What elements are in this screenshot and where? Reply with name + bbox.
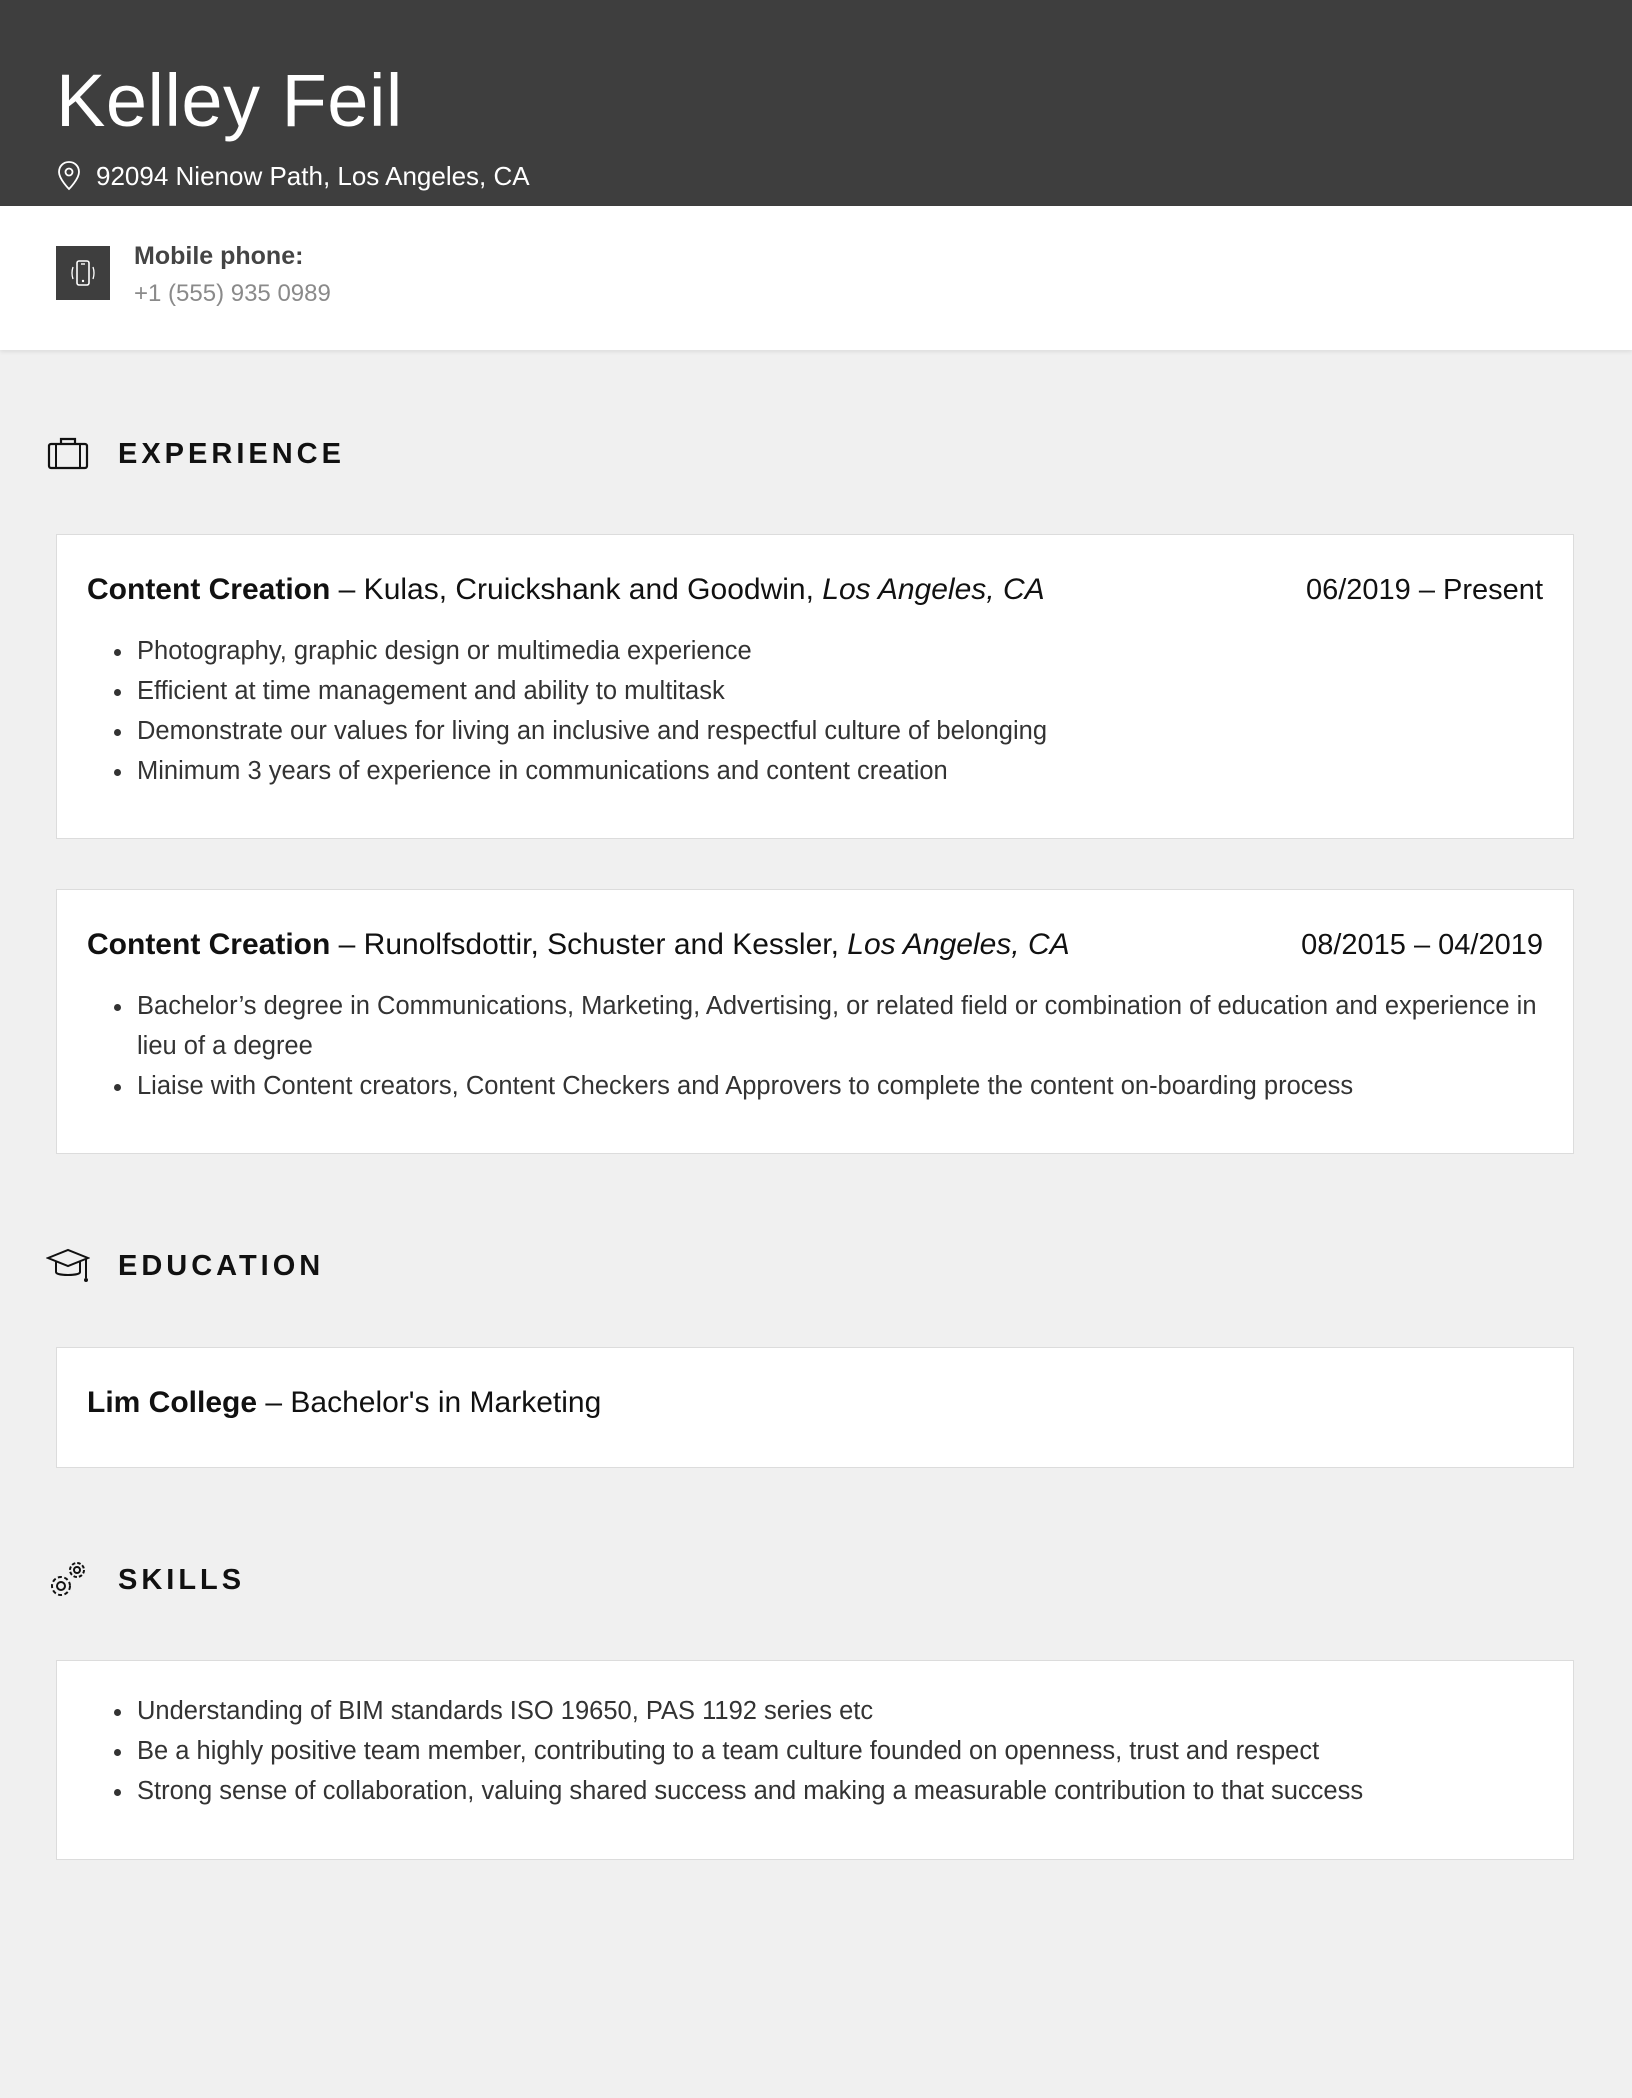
list-item: • Understanding of BIM standards ISO 19650, PAS 1192 series etc bbox=[135, 1691, 1543, 1731]
location-pin-icon bbox=[56, 160, 82, 192]
list-item: • Photography, graphic design or multimedia experience bbox=[135, 631, 1543, 671]
phone-label: Mobile phone: bbox=[134, 242, 304, 270]
graduation-cap-icon bbox=[46, 1244, 90, 1288]
education-heading bbox=[46, 1244, 324, 1288]
job-dates: 06/2019 – Present bbox=[1305, 574, 1543, 606]
address-text: 92094 Nienow Path, Los Angeles, CA bbox=[96, 160, 530, 191]
briefcase-icon bbox=[46, 432, 90, 476]
resume-header bbox=[0, 0, 1632, 206]
job-location: Los Angeles, CA bbox=[847, 928, 1070, 961]
experience-card bbox=[56, 534, 1574, 839]
company-name: – Runolfsdottir, Schuster and Kessler, bbox=[330, 928, 848, 961]
list-item: • Be a highly positive team member, contributing to a team culture founded on openness, trust and respect bbox=[135, 1731, 1543, 1771]
skills-heading bbox=[46, 1558, 245, 1602]
skills-card bbox=[56, 1660, 1574, 1860]
job-duties bbox=[87, 986, 1543, 1106]
gears-icon bbox=[46, 1558, 90, 1602]
list-item: • Strong sense of collaboration, valuing shared success and making a measurable contribution to that success bbox=[135, 1771, 1543, 1811]
skills-list bbox=[87, 1691, 1543, 1811]
company-name: – Kulas, Cruickshank and Goodwin, bbox=[330, 573, 823, 606]
job-location: Los Angeles, CA bbox=[822, 573, 1045, 606]
education-card bbox=[56, 1347, 1574, 1468]
job-title: Content Creation bbox=[87, 928, 331, 961]
list-item: • Efficient at time management and ability to multitask bbox=[135, 671, 1543, 711]
list-item: • Demonstrate our values for living an inclusive and respectful culture of belonging bbox=[135, 711, 1543, 751]
job-dates: 08/2015 – 04/2019 bbox=[1301, 929, 1543, 961]
list-item: • Minimum 3 years of experience in communications and content creation bbox=[135, 751, 1543, 791]
address-line bbox=[56, 156, 530, 196]
degree: – Bachelor's in Marketing bbox=[257, 1386, 602, 1419]
contact-bar bbox=[0, 206, 1632, 350]
experience-card bbox=[56, 889, 1574, 1154]
education-entry bbox=[87, 1386, 601, 1420]
section-title-experience: EXPERIENCE bbox=[118, 437, 345, 470]
job-title: Content Creation bbox=[87, 573, 331, 606]
section-title-education: EDUCATION bbox=[118, 1249, 325, 1282]
list-item: • Bachelor’s degree in Communications, Marketing, Advertising, or related field or combination of education and experience in lieu of a degree bbox=[135, 986, 1543, 1066]
job-header bbox=[87, 573, 1543, 607]
school-name: Lim College bbox=[87, 1386, 258, 1419]
section-title-skills: SKILLS bbox=[118, 1563, 246, 1596]
phone-value: +1 (555) 935 0989 bbox=[134, 280, 331, 307]
job-duties bbox=[87, 631, 1543, 791]
mobile-phone-icon bbox=[56, 246, 110, 300]
candidate-name: Kelley Feil bbox=[56, 59, 403, 142]
list-item: • Liaise with Content creators, Content Checkers and Approvers to complete the content on-boarding process bbox=[135, 1066, 1543, 1106]
job-header bbox=[87, 928, 1543, 962]
experience-heading bbox=[46, 432, 345, 476]
